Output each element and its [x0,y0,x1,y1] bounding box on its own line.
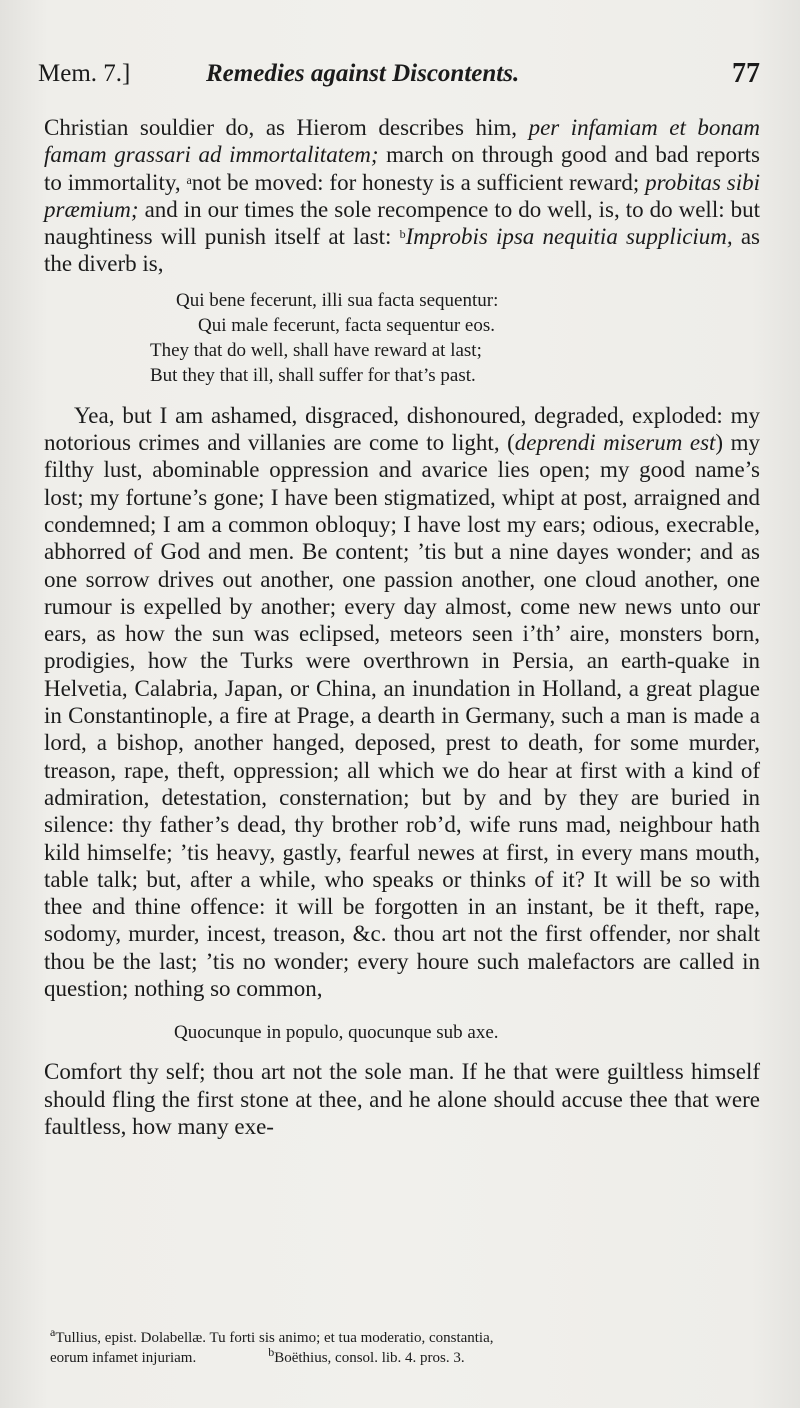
paragraph-1 [44,114,760,278]
page-number: 77 [732,58,760,89]
footnote-ref-a: a [186,172,192,187]
text: as the diverb is, [44,224,760,277]
footnotes [50,1325,756,1368]
section-marker: Mem. 7.] [38,60,131,87]
running-title: Remedies against Discontents. [206,60,520,87]
text: ) my filthy lust, abominable oppression and avarice lies open; my good name’s lost; my fortune’s gone; I have been stigmatized, whipt at post, arraigned and condemned; I am a common obloquy; I have lost my ears; odious, execrable, abhorred of God and men. Be content; ’tis but a nine dayes wonder; and as one sorrow drives out another, one passion another, one cloud another, one rumour is expelled by another; every day almost, come new news unto our ears, as how the sun was eclipsed, meteors seen i’th’ aire, monsters born, prodigies, how the Turks were overthrown in Persia, an earth-quake in Helvetia, Calabria, Japan, or China, an inundation in Holland, a great plague in Constantinople, a fire at Prage, a dearth in Germany, such a man is made a lord, a bishop, another hanged, deposed, prest to death, for some murder, treason, rape, theft, oppression; all which we do hear at first with a kind of admiration, detestation, consternation; but by and by they are buried in silence: thy father’s dead, thy brother rob’d, wife runs mad, neighbour hath kild himselfe; ’tis heavy, gastly, fearful newes at first, in every mans mouth, table talk; but, after a while, who speaks or thinks of it? It will be so with thee and thine offence: it will be forgotten in an instant, be it theft, rape, sodomy, murder, incest, treason, &c. thou art not the first offender, nor shalt thou be the last; ’tis no wonder; every houre such malefactors are called in question; nothing so common, [44,430,760,1002]
text: Christian souldier do, as Hierom describes him, [44,115,529,140]
latin-quote: deprendi miserum est [514,430,716,456]
text: march on through good and bad reports to immortality, [44,142,760,195]
verse-line: They that do well, shall have reward at last; [150,339,482,361]
footnote-text: Tullius, epist. Dolabellæ. Tu forti sis animo; et tua moderatio, constantia, [55,1330,494,1346]
footnote-b-line [50,1345,756,1368]
page-body [44,114,760,1140]
verse-line: But they that ill, shall suffer for that’s past. [150,364,476,386]
latin-verse: Quocunque in populo, quocunque sub axe. [174,1022,499,1044]
text: not be moved: for honesty is a sufficient reward; [191,169,646,195]
footnote-text: Boëthius, consol. lib. 4. pros. 3. [274,1350,465,1366]
latin-quote: Improbis ipsa nequitia supplicium, [405,224,733,250]
text: and in our times the sole recompence to do well, is, to do well: but naughtiness will punish itself at last: [44,196,760,250]
footnote-mark: a [50,1325,56,1339]
footnote-a [50,1325,756,1348]
verse-block [44,288,760,388]
verse-line: Qui bene fecerunt, illi sua facta sequentur: [176,289,499,311]
text: Yea, but I am ashamed, disgraced, dishonoured, degraded, exploded: my notorious crimes and villanies are come to light, ( [44,402,760,456]
footnote-text: eorum infamet injuriam. [50,1350,197,1366]
footnote-ref-b: b [399,227,406,242]
latin-quote: probitas sibi præmium; [44,169,761,222]
verse-line: Qui male fecerunt, facta sequentur eos. [198,314,496,336]
footnote-mark: b [268,1345,275,1359]
paragraph-2 [44,402,760,1003]
paragraph-3: Comfort thy self; thou art not the sole man. If he that were guiltless himself should fling the first stone at thee, and he alone should accuse thee that were faultless, how many exe- [44,1059,760,1139]
latin-quote: per infamiam et bonam famam grassari ad immortalitatem; [44,115,760,168]
running-header [38,60,760,94]
